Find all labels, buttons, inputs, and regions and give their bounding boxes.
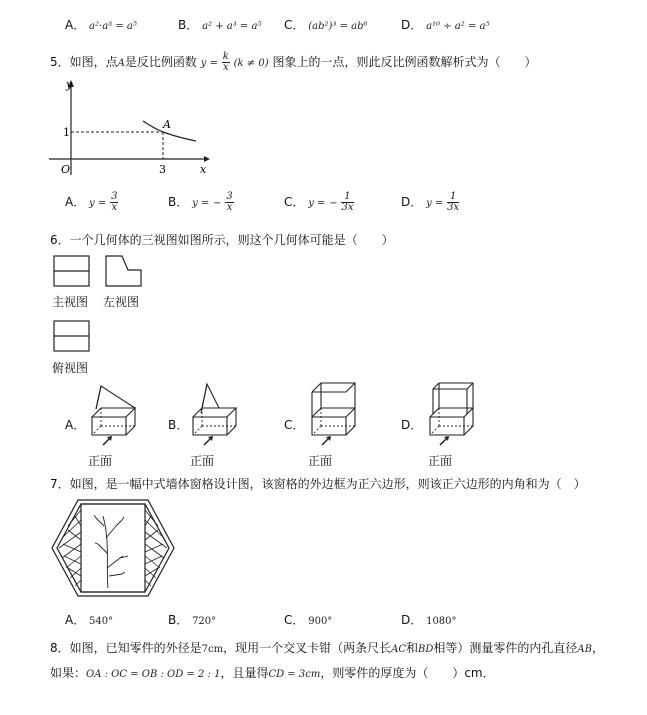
q6-option-c-caption: 正面 xyxy=(308,454,333,468)
option-frac xyxy=(447,192,459,213)
option-label: A． xyxy=(65,195,86,209)
q8-line1-a: 8．如图，已知零件的外径是 xyxy=(50,641,202,655)
front-view-figure xyxy=(52,254,92,288)
q6-option-a-caption: 正面 xyxy=(88,454,113,468)
q6-option-d-caption: 正面 xyxy=(428,454,453,468)
option-label: D． xyxy=(401,18,423,32)
option-lhs: y = xyxy=(89,198,107,209)
q4-option-a xyxy=(65,16,137,33)
q5-cond: (k ≠ 0) xyxy=(233,58,269,69)
q5-func-den: x xyxy=(222,62,229,73)
q8-ab: AB xyxy=(577,644,592,655)
q6-option-c-solid xyxy=(306,379,368,451)
q8-line1-c: 相等）测量零件的内孔直径 xyxy=(433,641,578,655)
option-expr: a¹⁰ ÷ a² = a⁵ xyxy=(426,21,490,32)
q6-option-d-label: D． xyxy=(401,418,423,432)
option-label: A． xyxy=(65,613,86,627)
q6-option-a-solid xyxy=(86,381,148,451)
q7-option-d xyxy=(401,611,457,628)
option-frac xyxy=(225,192,233,213)
x-tick-label: 3 xyxy=(159,163,166,176)
point-a-label: A xyxy=(163,118,171,131)
q8-line2-c: ，则零件的厚度为（ ）cm． xyxy=(320,666,495,680)
top-view-figure xyxy=(52,319,92,353)
q8-line1-b: ，现用一个交叉卡钳（两条尺长 xyxy=(223,641,392,655)
option-frac xyxy=(341,192,353,213)
q5-stem-a: 5．如图，点 xyxy=(50,55,118,69)
top-view-label: 俯视图 xyxy=(52,361,89,375)
q8-cd: CD = 3cm xyxy=(268,669,321,680)
q4-option-b xyxy=(178,16,261,33)
q7-option-c xyxy=(284,611,332,628)
front-view-label: 主视图 xyxy=(52,295,89,309)
option-num: 3 xyxy=(226,191,233,202)
option-label: C． xyxy=(284,18,305,32)
option-den: 3x xyxy=(341,202,354,213)
option-label: B． xyxy=(178,18,199,32)
q5-stem xyxy=(50,52,536,73)
x-axis-arrow xyxy=(204,156,210,162)
option-value: 540° xyxy=(89,616,114,627)
q6-option-c-label: C． xyxy=(284,418,305,432)
q5-option-a xyxy=(65,192,118,213)
q5-option-d xyxy=(401,192,459,213)
q8-ratio: OA : OC = OB : OD = 2 : 1 xyxy=(86,669,221,680)
q5-func-lhs: y = xyxy=(200,58,218,69)
option-value: 1080° xyxy=(426,616,457,627)
hexagon-window-figure xyxy=(48,496,178,600)
option-value: 720° xyxy=(192,616,217,627)
option-label: A． xyxy=(65,18,86,32)
option-lhs: y = xyxy=(426,198,444,209)
option-num: 1 xyxy=(447,192,459,203)
q6-option-b-solid xyxy=(187,381,249,451)
q6-stem: 6．一个几何体的三视图如图所示，则这个几何体可能是（ ） xyxy=(50,233,394,247)
option-lhs: y = xyxy=(308,198,326,209)
q8-diam: 7cm xyxy=(201,644,224,655)
option-expr: a² + a³ = a⁵ xyxy=(202,21,262,32)
option-den: x xyxy=(226,202,233,213)
q5-graph xyxy=(44,76,214,178)
q6-option-d-solid xyxy=(424,379,486,451)
q5-option-b xyxy=(168,192,234,213)
q5-func-frac xyxy=(222,52,230,73)
x-axis-label: x xyxy=(200,163,207,176)
option-sign: − xyxy=(213,198,222,209)
q8-bd: BD xyxy=(418,644,434,655)
option-sign: − xyxy=(329,198,338,209)
q6-option-a-label: A． xyxy=(65,418,86,432)
option-expr: (ab²)³ = ab⁶ xyxy=(308,21,368,32)
q5-stem-b: 是反比例函数 xyxy=(124,55,197,69)
q8-line2-b: ，且量得 xyxy=(220,666,269,680)
q8-line1-d: ， xyxy=(591,641,604,655)
q5-stem-c: 图象上的一点，则此反比例函数解析式为（ ） xyxy=(272,55,537,69)
option-den: x xyxy=(111,202,118,213)
y-tick-label: 1 xyxy=(63,126,70,139)
q8-ac: AC xyxy=(391,644,406,655)
origin-label: O xyxy=(61,163,71,176)
option-label: B． xyxy=(168,195,189,209)
left-view-figure xyxy=(104,254,144,288)
left-view-label: 左视图 xyxy=(103,295,140,309)
option-num: 1 xyxy=(341,192,353,203)
q8-and: 和 xyxy=(405,641,418,655)
option-frac xyxy=(110,192,118,213)
option-expr: a²·a³ = a⁵ xyxy=(89,21,137,32)
q6-option-b-label: B． xyxy=(168,418,189,432)
q7-option-a xyxy=(65,611,113,628)
q7-option-b xyxy=(168,611,216,628)
option-label: D． xyxy=(401,613,423,627)
q6-option-b-caption: 正面 xyxy=(190,454,215,468)
q5-func-num: k xyxy=(222,51,229,62)
option-label: C． xyxy=(284,195,305,209)
q5-option-c xyxy=(284,192,354,213)
q8-line1 xyxy=(50,639,604,656)
option-den: 3x xyxy=(447,202,460,213)
option-label: C． xyxy=(284,613,305,627)
q5-point: A xyxy=(117,58,125,69)
option-label: D． xyxy=(401,195,423,209)
q8-line2 xyxy=(50,664,495,681)
q7-stem: 7．如图，是一幅中式墙体窗格设计图，该窗格的外边框为正六边形，则该正六边形的内角和为（ ） xyxy=(50,477,586,491)
option-label: B． xyxy=(168,613,189,627)
q8-line2-a: 如果： xyxy=(50,666,87,680)
y-axis-label: y xyxy=(66,78,73,91)
option-num: 3 xyxy=(111,191,118,202)
option-value: 900° xyxy=(308,616,333,627)
q4-option-d xyxy=(401,16,489,33)
q4-option-c xyxy=(284,16,368,33)
option-lhs: y = xyxy=(192,198,210,209)
